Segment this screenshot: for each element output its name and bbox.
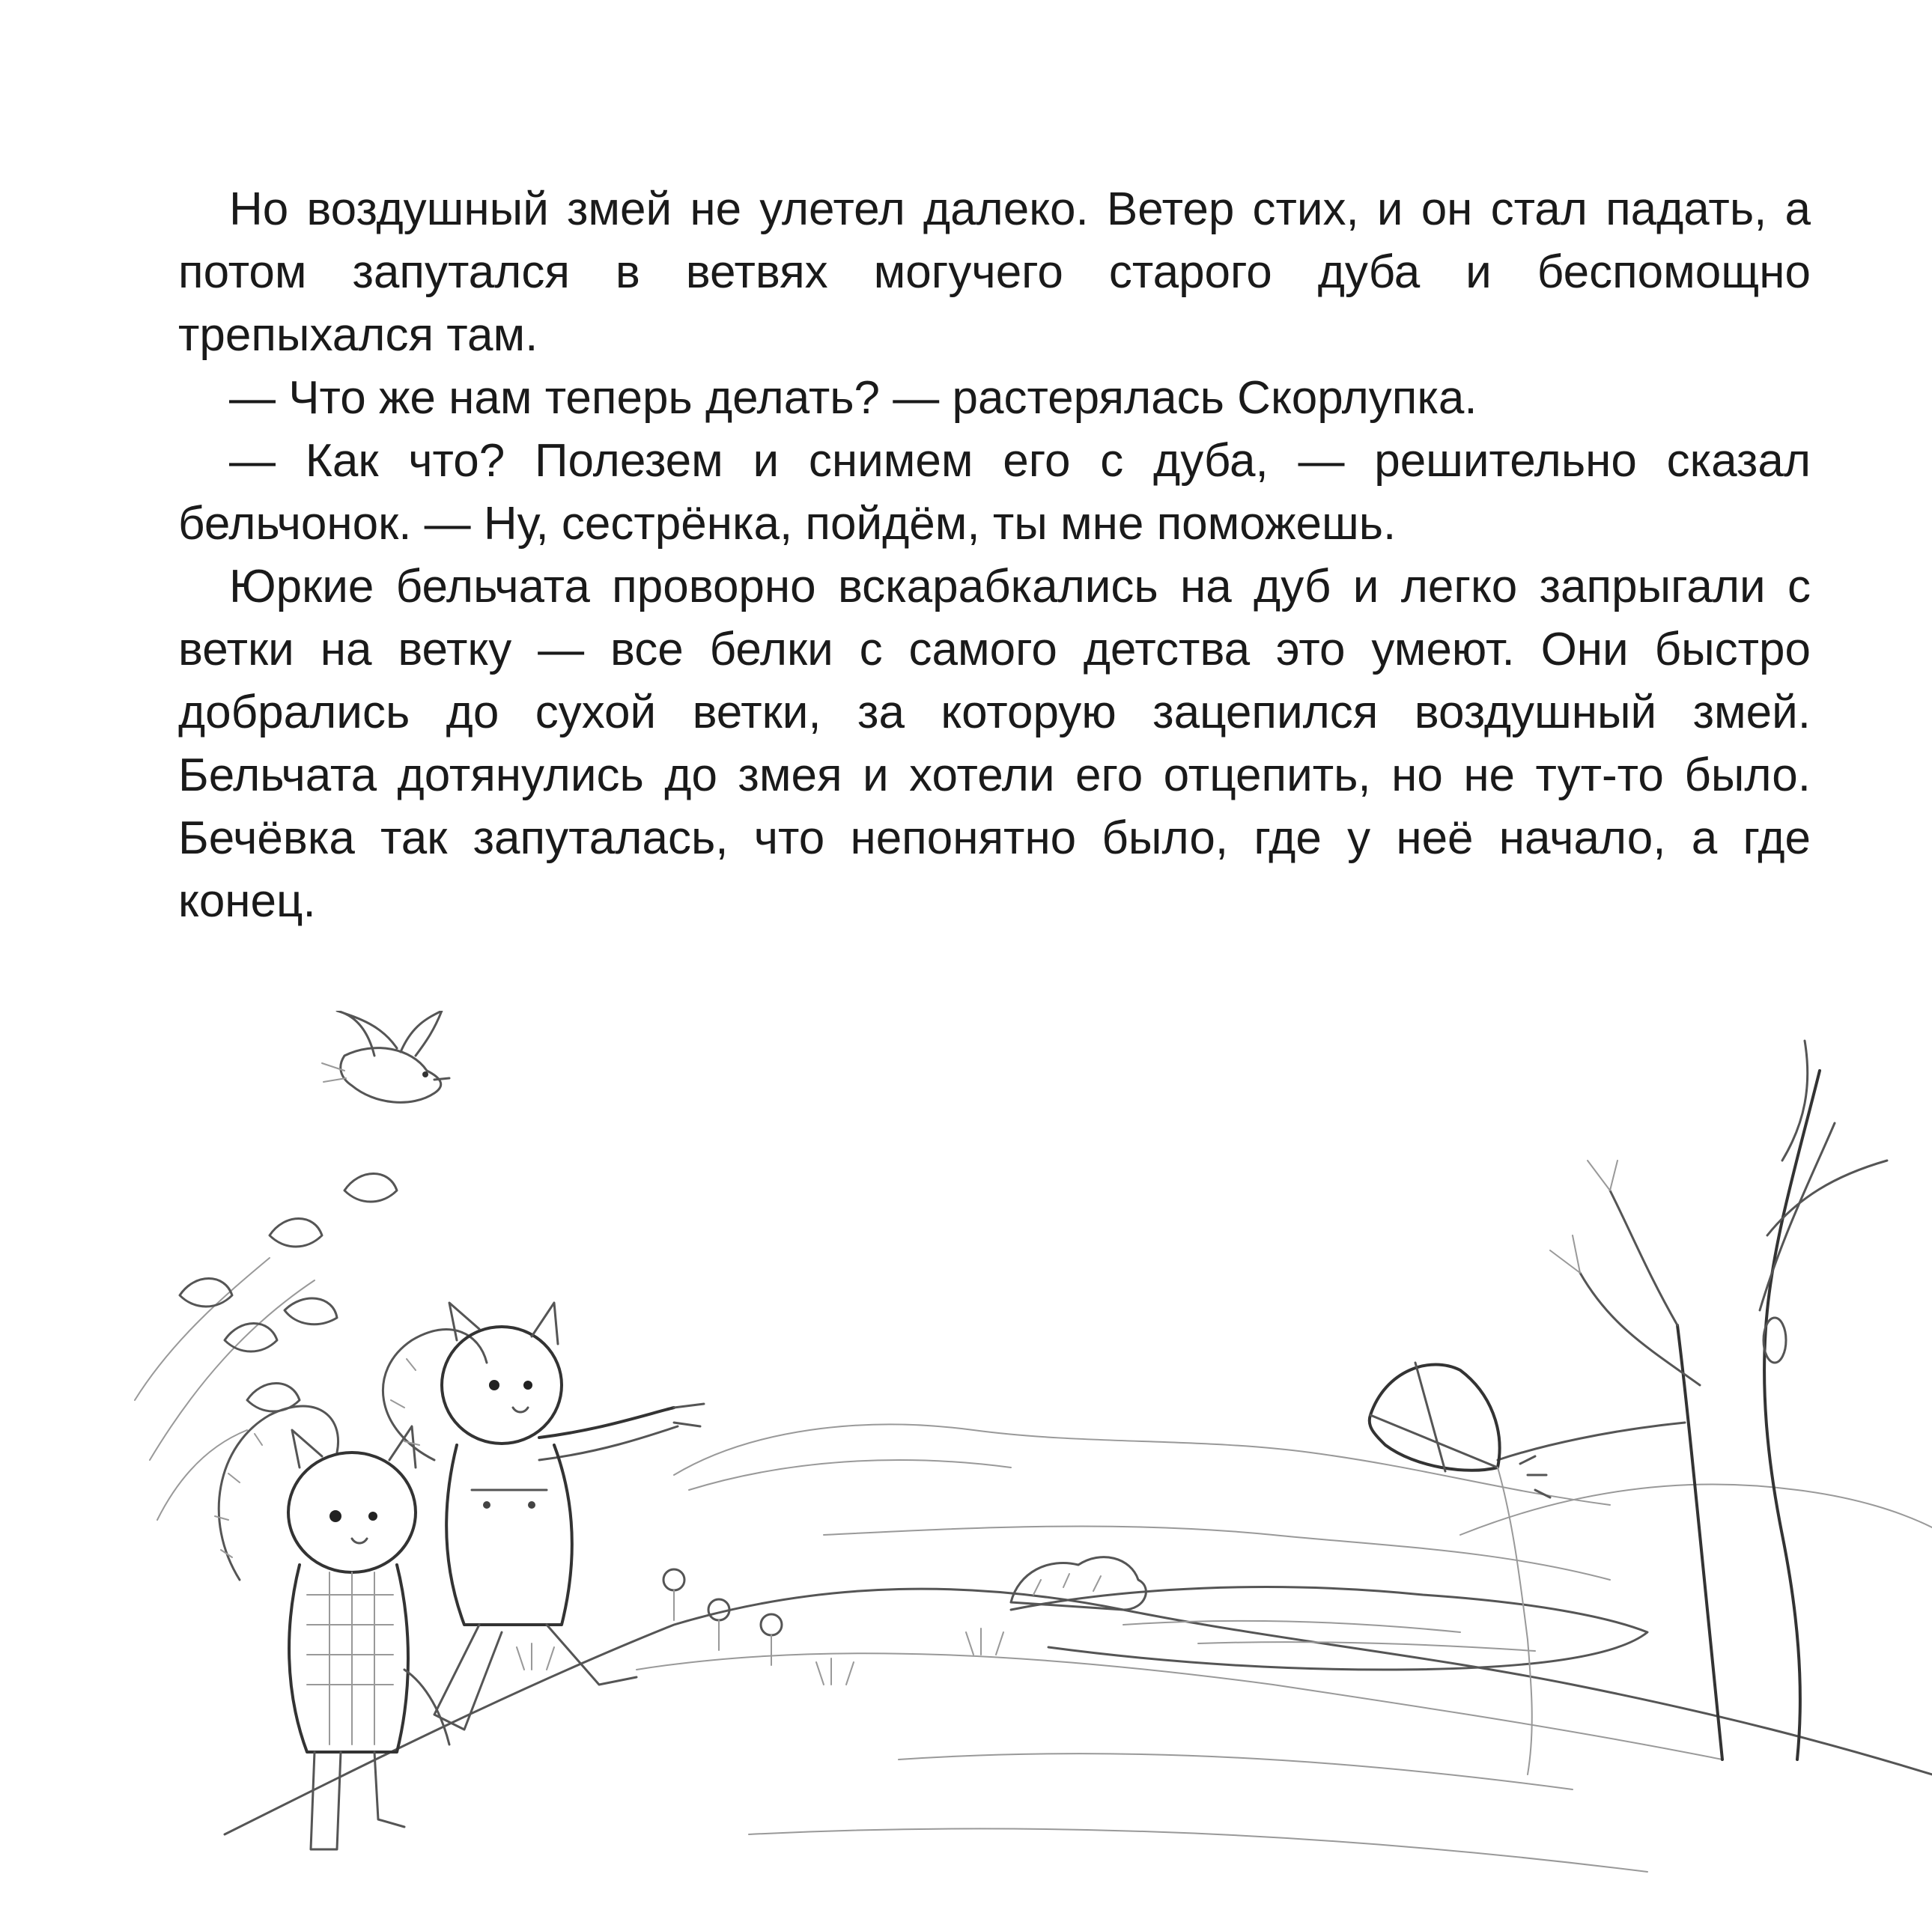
pencil-illustration [0, 1011, 1932, 1909]
paragraph-4: Юркие бельчата проворно вскарабкались на дуб и легко запрыгали с ветки на ветку — все белки с самого детства это умеют. Они быстро добрались до сухой ветки, за которую зацепился воздушный змей. Бельчата дотянулись до змея и хотели его отцепить, но не тут-то было. Бечёвка так запуталась, что непонятно было, где у неё начало, а где конец. [178, 561, 1811, 927]
old-oak-tree [1498, 1041, 1887, 1760]
flowers [517, 1569, 1003, 1685]
paragraph-2: — Что же нам теперь делать? — растерялась Скорлупка. [229, 372, 1477, 424]
leafy-branches [135, 1174, 397, 1521]
paragraph-1: Но воздушный змей не улетел далеко. Ветер стих, и он стал падать, а потом запутался в ветвях могучего старого дуба и беспомощно трепыхался там. [178, 183, 1811, 361]
squirrel-sister [215, 1406, 449, 1849]
paragraph-3: — Как что? Полезем и снимем его с дуба, — решительно сказал бельчонок. — Ну, сестрёнка, пойдём, ты мне поможешь. [178, 435, 1811, 550]
bird-sketch [322, 1011, 449, 1102]
illustration-svg [0, 1011, 1932, 1909]
stream [1011, 1587, 1647, 1670]
story-text [178, 178, 1811, 933]
squirrel-brother [383, 1303, 704, 1730]
meadow [225, 1589, 1932, 1872]
horizon-hills [674, 1425, 1932, 1581]
